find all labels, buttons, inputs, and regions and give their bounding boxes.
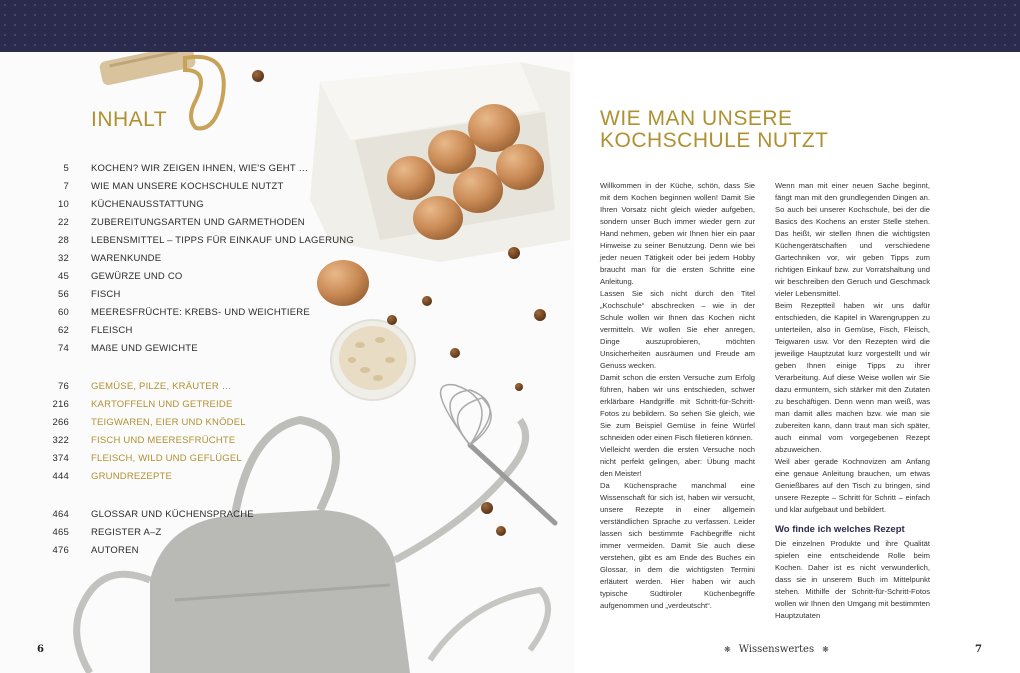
text-column-1 — [600, 180, 755, 612]
toc-entry-title: WARENKUNDE — [91, 253, 162, 264]
toc-entry-title: WIE MAN UNSERE KOCHSCHULE NUTZT — [91, 181, 284, 192]
page-number-left: 6 — [37, 644, 44, 655]
toc-page-number: 5 — [63, 163, 69, 174]
toc-page-number: 60 — [58, 307, 69, 318]
toc-entry-title: FLEISCH — [91, 325, 133, 336]
toc-page-number: 28 — [58, 235, 69, 246]
paragraph: Vielleicht werden die ersten Versuche noch nicht perfekt gelingen, aber: Übung macht den Meister! — [600, 445, 755, 478]
toc-page-number: 266 — [52, 417, 69, 428]
toc-entry-title: GEMÜSE, PILZE, KRÄUTER … — [91, 381, 232, 392]
toc-entry-title: FISCH — [91, 289, 121, 300]
toc-page-number: 476 — [52, 545, 69, 556]
toc-title: INHALT — [91, 108, 168, 131]
toc-page-number: 465 — [52, 527, 69, 538]
article-title: WIE MAN UNSERE KOCHSCHULE NUTZT — [600, 107, 829, 152]
toc-entry-title: KOCHEN? WIR ZEIGEN IHNEN, WIE'S GEHT … — [91, 163, 309, 174]
paragraph: Die einzelnen Produkte und ihre Qualität spielen eine entscheidende Rolle beim Kochen. Daher ist es nicht verwunderlich, dass sie in unserem Buch im Mittelpunkt stehen. Mithilfe der Schritt-für-Schritt-Fotos wollen wir Ihnen den Umgang mit bestimmten Hauptzutaten — [775, 539, 930, 620]
toc-entry-title: MAßE UND GEWICHTE — [91, 343, 198, 354]
toc-page-number: 45 — [58, 271, 69, 282]
toc-page-number: 216 — [52, 399, 69, 410]
kitchen-photo — [0, 52, 574, 673]
paragraph: Weil aber gerade Kochnovizen am Anfang eine genaue Anleitung brauchen, um etwas Genießbares auf den Tisch zu bringen, sind unsere Rezepte – Schritt für Schritt – einfach und klar aufgebaut und bebildert. — [775, 457, 930, 514]
toc-page-number: 7 — [63, 181, 69, 192]
page-number-right: 7 — [975, 644, 982, 655]
toc-page-number: 76 — [58, 381, 69, 392]
running-footer — [716, 644, 837, 655]
whisk-icon — [441, 385, 555, 523]
toc-entry-title: GEWÜRZE UND CO — [91, 271, 183, 282]
paragraph: Da Küchensprache manchmal eine Wissenschaft für sich ist, haben wir versucht, unsere Rezepte in einer allgemein verständlichen Sprache zu verfassen. Leider lassen sich bestimmte Fachbegriffe nicht immer vermeiden. Damit Sie auch diese verstehen, gibt es am Ende des Buches ein Glossar, in dem die wichtigsten Termini erläutert werden. Hier haben wir auch typische Südtiroler Küchenbegriffe aufgenommen und „verdeutscht“. — [600, 481, 755, 610]
paragraph: Lassen Sie sich nicht durch den Titel „Kochschule“ abschrecken – wie in der Schule wollen wir Ihnen das Kochen nicht vermitteln. Wir wollen Sie eher anregen, Dinge auszuprobieren, möchten Unsicherheiten ausräumen und Freude am Genuss wecken. — [600, 289, 755, 370]
left-page — [0, 52, 574, 673]
paragraph: Beim Rezeptteil haben wir uns dafür entschieden, die Kapitel in Warengruppen zu unterteilen, also in Gemüse, Fisch, Fleisch, Teigwaren usw. Vor den Rezepten wird die jeweilige Hauptzutat kurz vorgestellt und wir geben Ihnen einige Tipps zu ihrer Verarbeitung. Auf diese Weise wollen wir Sie dazu ermuntern, sich stärker mit den Zutaten zu beschäftigen. Denn wenn man weiß, was man damit alles machen bzw. wie man sie zubereiten kann, dann traut man sich später, auch einmal vom vorgegebenen Rezept abzuweichen. — [775, 301, 930, 454]
toc-page-number: 62 — [58, 325, 69, 336]
text-column-2 — [775, 180, 930, 622]
toc-page-number: 374 — [52, 453, 69, 464]
toc-page-number: 444 — [52, 471, 69, 482]
subheading: Wo finde ich welches Rezept — [775, 524, 905, 535]
toc-entry-title: LEBENSMITTEL – TIPPS FÜR EINKAUF UND LAGERUNG — [91, 235, 354, 246]
toc-entry-title: TEIGWAREN, EIER UND KNÖDEL — [91, 417, 246, 428]
toc-entry-title: MEERESFRÜCHTE: KREBS- UND WEICHTIERE — [91, 307, 310, 318]
toc-entry-title: FLEISCH, WILD UND GEFLÜGEL — [91, 453, 242, 464]
toc-page-number: 322 — [52, 435, 69, 446]
toc-page-number: 10 — [58, 199, 69, 210]
toc-entry-title: GLOSSAR UND KÜCHENSPRACHE — [91, 509, 254, 520]
toc-entry-title: ZUBEREITUNGSARTEN UND GARMETHODEN — [91, 217, 305, 228]
toc-entry-title: FISCH UND MEERESFRÜCHTE — [91, 435, 236, 446]
toc-entry-title: GRUNDREZEPTE — [91, 471, 173, 482]
toc-page-number: 74 — [58, 343, 69, 354]
toc-page-number: 464 — [52, 509, 69, 520]
toc-entry-title: AUTOREN — [91, 545, 139, 556]
toc-page-number: 22 — [58, 217, 69, 228]
top-decorative-band — [0, 0, 1020, 52]
ornament-icon: ❋ — [724, 645, 731, 654]
egg-carton-icon — [310, 62, 570, 262]
section-label: Wissenswertes — [738, 644, 815, 655]
paragraph: Damit schon die ersten Versuche zum Erfolg führen, haben wir uns entschieden, schwer erklärbare Handgriffe mit Schritt-für-Schritt-Fotos zu bebildern. So sehen Sie gleich, wie Sie zum Beispiel Gemüse in feine Würfel schneiden oder einen Fisch filetieren können. — [600, 373, 755, 442]
paragraph: Wenn man mit einer neuen Sache beginnt, fängt man mit den grundlegenden Dingen an. So auch bei unserer Kochschule, bei der die Basics des Kochens an erster Stelle stehen. Das heißt, wir stellen Ihnen die wichtigsten Küchengerätschaften und verschiedene Gartechniken vor, wir geben Tipps zum richtigen Einkauf bzw. zur Vorratshaltung und wir beschreiben den Geruch und Geschmack vieler Lebensmittel. — [775, 181, 930, 298]
toc-entry-title: KARTOFFELN UND GETREIDE — [91, 399, 233, 410]
egg-icon — [317, 260, 369, 306]
ornament-icon: ❋ — [822, 645, 829, 654]
toc-entry-title: REGISTER A–Z — [91, 527, 162, 538]
oat-bowl-icon — [331, 320, 415, 400]
toc-page-number: 32 — [58, 253, 69, 264]
paragraph: Willkommen in der Küche, schön, dass Sie mit dem Kochen beginnen wollen! Damit Sie Ihren Vorsatz nicht gleich wieder aufgeben, sondern unser Buch immer wieder gern zur Hand nehmen, geben wir Ihnen hier ein paar Hinweise zu seiner Benutzung. Denn wie bei jeder neuen Tätigkeit oder bei jedem Hobby braucht man für die ersten Schritte eine Anleitung. — [600, 181, 755, 286]
toc-entry-title: KÜCHENAUSSTATTUNG — [91, 199, 204, 210]
toc-page-number: 56 — [58, 289, 69, 300]
